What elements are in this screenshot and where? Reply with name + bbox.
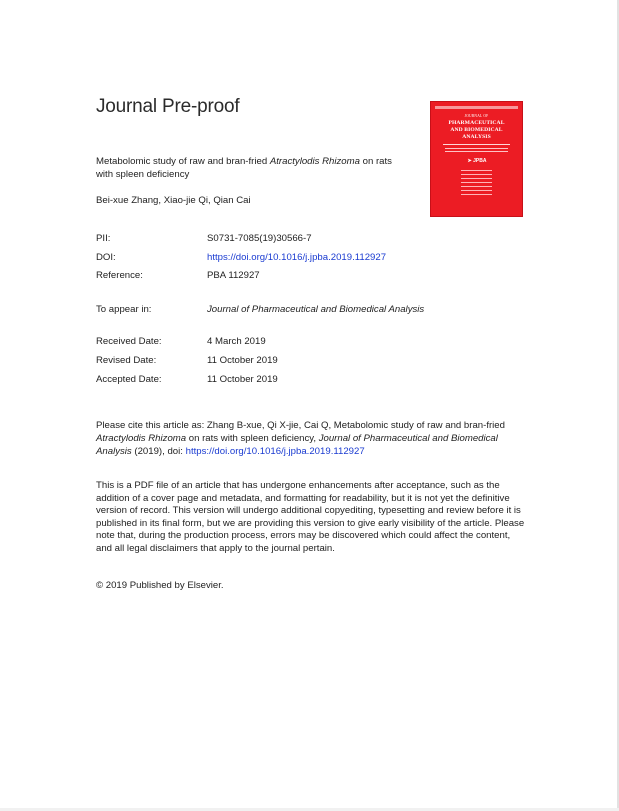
citation-block	[96, 419, 526, 458]
appear-label: To appear in:	[96, 304, 152, 315]
received-value: 4 March 2019	[207, 336, 266, 347]
cover-fine-print	[461, 174, 492, 175]
cover-fine-print	[461, 186, 492, 187]
cover-fine-print	[461, 190, 492, 191]
article-title-text: Metabolomic study of raw and bran-fried	[96, 156, 270, 167]
appear-value: Journal of Pharmaceutical and Biomedical Analysis	[207, 304, 425, 315]
reference-value: PBA 112927	[207, 270, 260, 281]
cover-title-line3: AND BIOMEDICAL	[450, 127, 503, 133]
article-title	[96, 155, 416, 181]
pii-value: S0731-7085(19)30566-7	[207, 233, 312, 244]
cover-title-line2: PHARMACEUTICAL	[448, 120, 505, 126]
pii-label: PII:	[96, 233, 111, 244]
citation-doi-link[interactable]: https://doi.org/10.1016/j.jpba.2019.112927	[185, 446, 365, 457]
cover-fine-print	[445, 151, 508, 152]
cover-title-line1: JOURNAL OF	[464, 114, 489, 118]
doi-link[interactable]: https://doi.org/10.1016/j.jpba.2019.112927	[207, 252, 387, 263]
article-title-italic: Atractylodis Rhizoma	[269, 156, 360, 167]
citation-italic-journal: Journal of Pharmaceutical and Biomedical Analysis	[96, 433, 498, 457]
journal-preproof-heading: Journal Pre-proof	[96, 96, 240, 117]
doi-label: DOI:	[96, 252, 116, 263]
article-title-text-end: on rats	[359, 156, 392, 167]
cover-title-line4: ANALYSIS	[462, 134, 491, 140]
journal-cover-thumbnail	[430, 101, 523, 217]
citation-text: Please cite this article as: Zhang B-xue, Qi X-jie, Cai Q, Metabolomic study of raw and bran-fried	[96, 420, 505, 431]
accepted-label: Accepted Date:	[96, 374, 162, 385]
article-title-line2: with spleen deficiency	[96, 169, 190, 180]
cover-fine-print	[461, 170, 492, 171]
revised-label: Revised Date:	[96, 355, 157, 366]
cover-fine-print	[461, 194, 492, 195]
cover-top-band	[435, 106, 518, 109]
received-label: Received Date:	[96, 336, 162, 347]
citation-text-mid: on rats with spleen deficiency,	[186, 433, 319, 444]
cover-fine-print	[461, 178, 492, 179]
cover-fine-print	[445, 148, 508, 149]
cover-fine-print	[461, 182, 492, 183]
preproof-notice: This is a PDF file of an article that has undergone enhancements after acceptance, such as the addition of a cover page and metadata, and formatting for readability, but it is not yet the definitive version of record. This version will undergo additional copyediting, typesetting and review before it is published in its final form, but we are providing this version to give early visibility of the article. Please note that, during the production process, errors may be discovered which could affect the content, and all legal disclaimers that apply to the journal pertain.	[96, 480, 525, 554]
cover-divider	[443, 144, 510, 145]
copyright-line: © 2019 Published by Elsevier.	[96, 580, 224, 591]
revised-value: 11 October 2019	[207, 355, 278, 366]
accepted-value: 11 October 2019	[207, 374, 278, 385]
reference-label: Reference:	[96, 270, 143, 281]
cover-publisher-logo: ➤ JPBA	[467, 158, 487, 164]
citation-text-end: (2019), doi:	[131, 446, 186, 457]
citation-italic-species: Atractylodis Rhizoma	[96, 433, 187, 444]
article-authors: Bei-xue Zhang, Xiao-jie Qi, Qian Cai	[96, 195, 251, 206]
